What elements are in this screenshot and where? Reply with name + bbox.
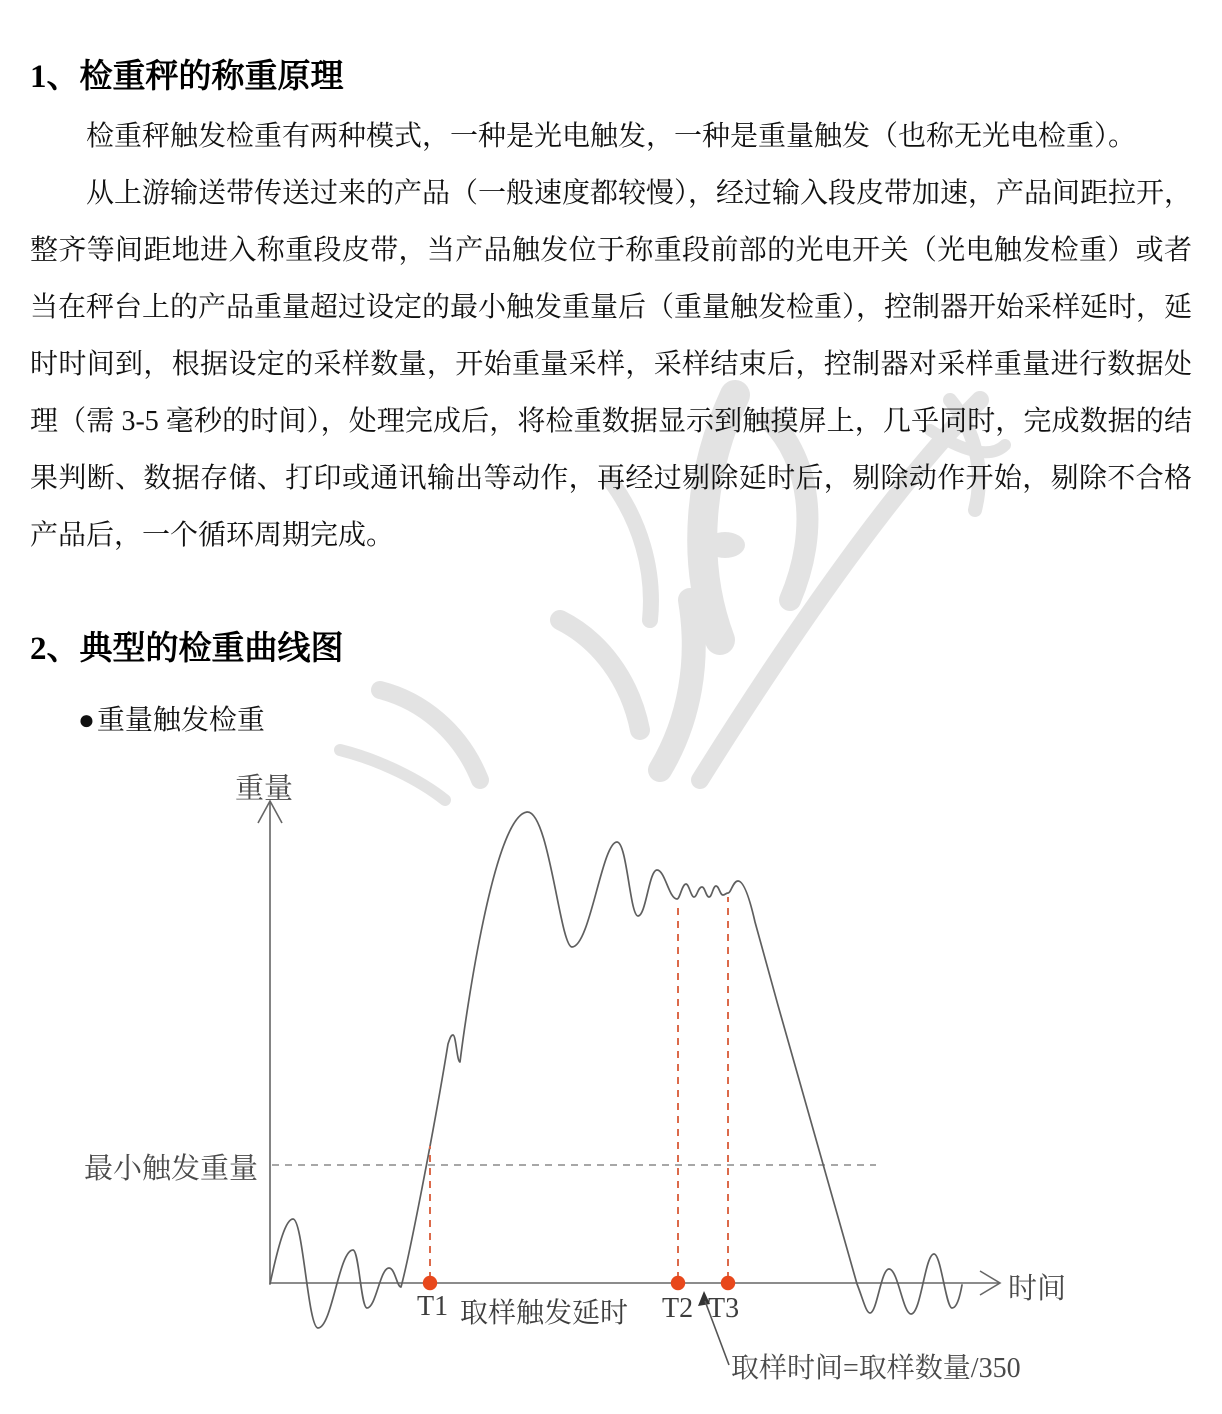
bullet-label: 重量触发检重	[96, 705, 265, 736]
section2-heading: 2、典型的检重曲线图	[30, 631, 344, 667]
chart-marker-t3-label: T3	[708, 1293, 740, 1324]
section1-heading: 1、检重秤的称重原理	[30, 59, 344, 95]
chart-marker-t2-label: T2	[662, 1293, 694, 1324]
section1-paragraph-1: 检重秤触发检重有两种模式，一种是光电触发，一种是重量触发（也称无光电检重）。	[86, 121, 1137, 152]
chart-threshold-label: 最小触发重量	[84, 1153, 259, 1185]
bullet-icon: ●	[78, 705, 95, 736]
bullet-item	[78, 698, 265, 738]
section1-paragraph-2: 从上游输送带传送过来的产品（一般速度都较慢），经过输入段皮带加速，产品间距拉开，整齐等间距地进入称重段皮带，当产品触发位于称重段前部的光电开关（光电触发检重）或者当在秤台上的产品重量超过设定的最小触发重量后（重量触发检重），控制器开始采样延时，延时时间到，根据设定的采样数量，开始重量采样，采样结束后，控制器对采样重量进行数据处理（需 3-5 毫秒的时间），处理完成后，将检重数据显示到触摸屏上，几乎同时，完成数据的结果判断、数据存储、打印或通讯输出等动作，再经过剔除延时后，剔除动作开始，剔除不合格产品后，一个循环周期完成。	[30, 178, 1193, 551]
chart-annotation: 取样时间=取样数量/350	[731, 1353, 1021, 1384]
chart-xlabel: 时间	[1008, 1273, 1067, 1305]
chart-delay-label: 取样触发延时	[460, 1298, 629, 1329]
chart-marker-t1-label: T1	[417, 1291, 449, 1322]
chart-ylabel: 重量	[235, 773, 294, 805]
